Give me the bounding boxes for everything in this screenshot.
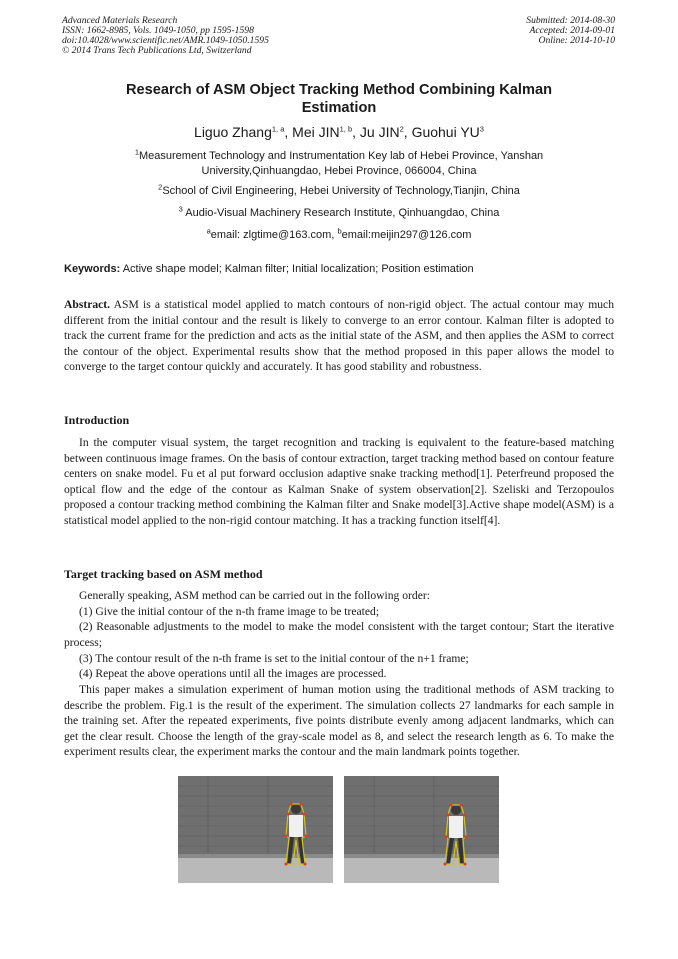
affiliation-2	[60, 184, 618, 199]
keywords-text: Active shape model; Kalman filter; Initial localization; Position estimation	[120, 263, 474, 275]
journal-copyright: © 2014 Trans Tech Publications Ltd, Switzerland	[62, 45, 252, 56]
affil-mark: 3	[178, 204, 183, 214]
asm-lead: Generally speaking, ASM method can be carried out in the following order:	[79, 589, 430, 602]
email-mark: a	[206, 226, 211, 236]
journal-header	[62, 16, 269, 56]
author-separator: ,	[352, 124, 360, 140]
affiliation-1	[60, 149, 618, 179]
section-heading-asm: Target tracking based on ASM method	[64, 567, 263, 581]
asm-step-3: (3) The contour result of the n-th frame is set to the initial contour of the n+1 frame;	[79, 652, 469, 665]
author-emails	[60, 228, 618, 243]
abstract-text: ASM is a statistical model applied to match contours of non-rigid object. The actual contour may much different from the initial contour and the result is likely to converge to an error contour. Kalman filter is adopted to track the current frame for the prediction and acts as the initial state of the ASM, and then applies the ASM to correct the contour of the object. Experimental results show that the method proposed in this paper allows the model to converge to the target contour quickly and accurately. It has good stability and robustness.	[64, 298, 614, 373]
title-line-1: Research of ASM Object Tracking Method Combining Kalman	[126, 82, 552, 98]
asm-step-1: (1) Give the initial contour of the n-th frame image to be treated;	[79, 605, 380, 618]
affil-text: School of Civil Engineering, Hebei University of Technology,Tianjin, China	[162, 185, 520, 197]
email-text: email: zlgtime@163.com,	[210, 229, 338, 241]
tracking-frame-image	[344, 776, 499, 883]
affil-text: Audio-Visual Machinery Research Institute, Qinhuangdao, China	[182, 207, 500, 219]
asm-experiment-text: This paper makes a simulation experiment of human motion using the traditional methods of ASM tracking to describe the problem. Fig.1 is the result of the experiment. The simulation collects 27 landmarks for each sample in the training set. After the repeated experiments, five points distribute evenly among adjacent landmarks, which can get the clear result. Choose the length of the gray-scale model as 8, and select the research length as 6. To make the experiment results clear, the experiment marks the contour and the main landmark points together.	[64, 683, 614, 758]
journal-name: Advanced Materials Research	[62, 15, 178, 26]
author-affil-mark: 2	[399, 124, 404, 134]
affil-text: University,Qinhuangdao, Hebei Province, 066004, China	[201, 165, 477, 177]
author-affil-mark: 3	[479, 124, 484, 134]
journal-issn: ISSN: 1662-8985, Vols. 1049-1050, pp 1595-1598	[62, 25, 254, 36]
figure-frame-left	[178, 776, 333, 883]
affiliation-3	[60, 206, 618, 221]
keywords-label: Keywords:	[64, 263, 121, 275]
introduction-text: In the computer visual system, the target recognition and tracking is equivalent to the feature-based matching between continuous image frames. On the basis of contour extraction, target tracking method based on contour feature centers on snake model. Fu et al put forward occlusion adaptive snake tracking method[1]. Peterfreund proposed the optical flow and the edge of the contour as Kalman Snake of system observation[2]. Szeliski and Terzopoulos proposed a contour tracking method combining the Kalman filter and Snake model[3].Active shape model(ASM) is a statistical model applied to the non-rigid contour matching. It has a tracking function itself[4].	[64, 436, 614, 527]
affil-mark: 1	[134, 147, 139, 157]
dates-header	[526, 16, 615, 46]
author-separator: ,	[403, 124, 412, 140]
author-affil-mark: 1, b	[339, 124, 353, 134]
date-submitted: Submitted: 2014-08-30	[526, 15, 615, 26]
affil-mark: 2	[158, 182, 163, 192]
asm-step-4: (4) Repeat the above operations until all the images are processed.	[79, 667, 387, 680]
author-name: Ju JIN	[359, 124, 400, 140]
paper-title	[60, 81, 618, 117]
keywords	[64, 262, 624, 276]
email-text: email:meijin297@126.com	[341, 229, 472, 241]
date-online: Online: 2014-10-10	[538, 35, 615, 46]
asm-step-2: (2) Reasonable adjustments to the model to make the model consistent with the target contour; Start the iterative process;	[64, 620, 614, 649]
title-line-2: Estimation	[301, 100, 377, 116]
journal-doi: doi:10.4028/www.scientific.net/AMR.1049-1050.1595	[62, 35, 269, 46]
date-accepted: Accepted: 2014-09-01	[529, 25, 615, 36]
author-list	[60, 123, 618, 141]
author-affil-mark: 1, a	[271, 124, 285, 134]
abstract-label: Abstract.	[64, 298, 111, 311]
author-name: Mei JIN	[292, 124, 340, 140]
section-heading-introduction: Introduction	[64, 413, 130, 427]
author-separator: ,	[284, 124, 293, 140]
tracking-frame-image	[178, 776, 333, 883]
email-mark: b	[337, 226, 342, 236]
author-name: Liguo Zhang	[194, 124, 272, 140]
author-name: Guohui YU	[411, 124, 480, 140]
affil-text: Measurement Technology and Instrumentation Key lab of Hebei Province, Yanshan	[138, 150, 544, 162]
figure-frame-right	[344, 776, 499, 883]
abstract	[64, 297, 614, 375]
